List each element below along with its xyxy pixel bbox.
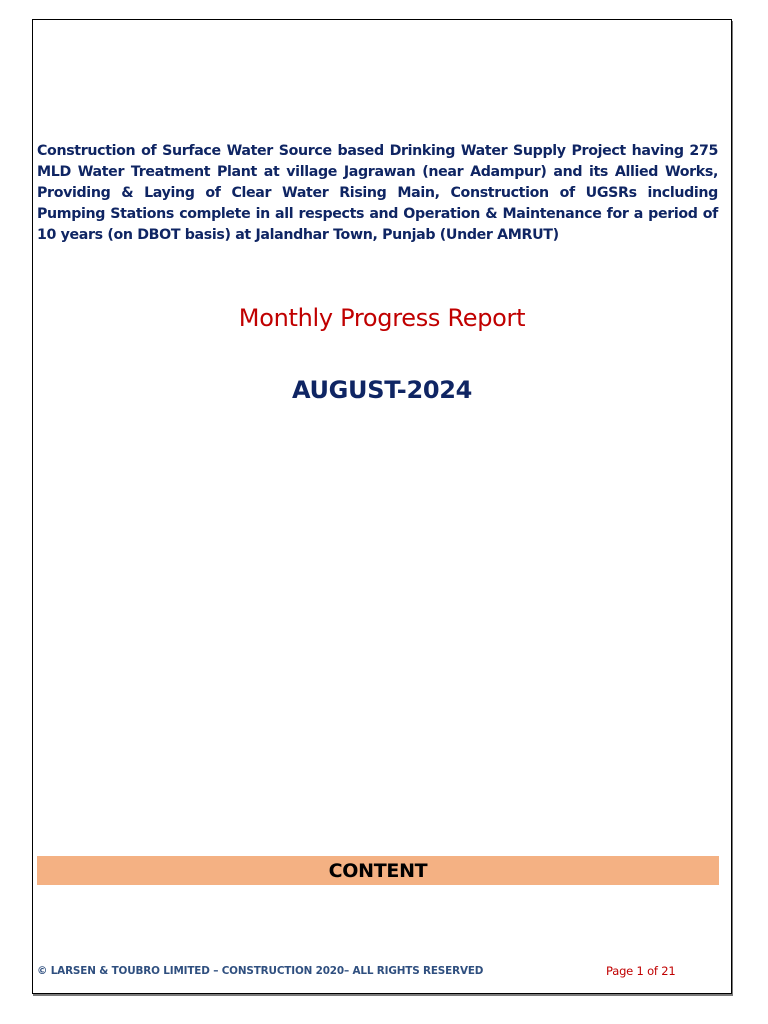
content-heading: CONTENT xyxy=(328,859,428,882)
page-number: Page 1 of 21 xyxy=(606,964,676,978)
content-banner xyxy=(37,856,719,885)
footer-copyright: © LARSEN & TOUBRO LIMITED – CONSTRUCTION 2020– ALL RIGHTS RESERVED xyxy=(37,965,484,977)
project-description: Construction of Surface Water Source based Drinking Water Supply Project having 275 MLD Water Treatment Plant at village Jagrawan (near Adampur) and its Allied Works, Providing & Laying of Clear Water Rising Main, Construction of UGSRs including Pumping Stations complete in all respects and Operation & Maintenance for a period of 10 years (on DBOT basis) at Jalandhar Town, Punjab (Under AMRUT) xyxy=(37,143,718,243)
report-title: Monthly Progress Report xyxy=(238,304,526,332)
report-month: AUGUST-2024 xyxy=(291,376,473,404)
